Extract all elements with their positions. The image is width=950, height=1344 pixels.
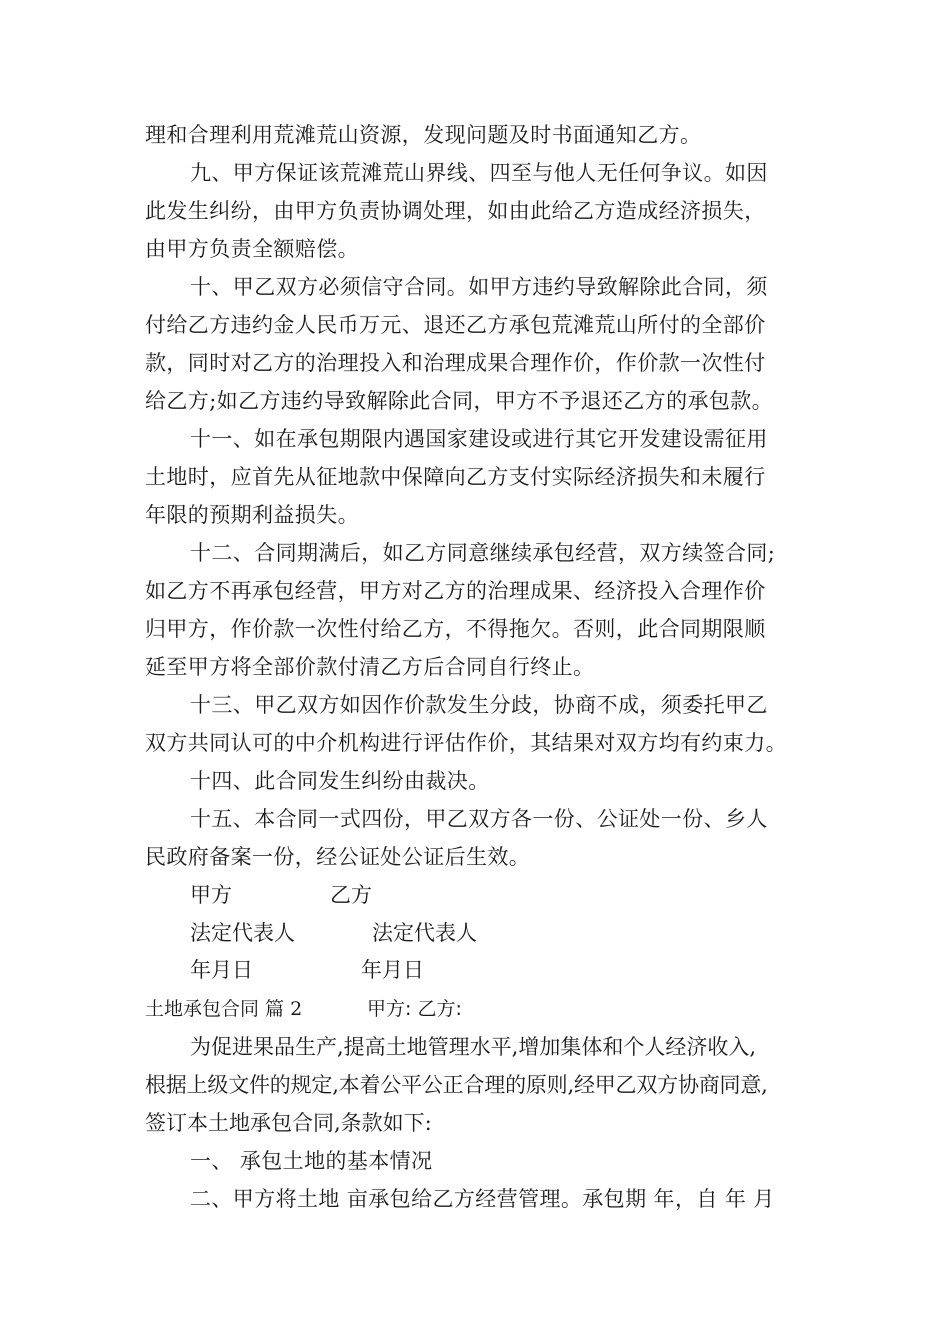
text-line: 民政府备案一份，经公证处公证后生效。: [145, 845, 531, 869]
text-line: 年限的预期利益损失。: [145, 503, 359, 527]
text-line: 付给乙方违约金人民币万元、退还乙方承包荒滩荒山所付的全部价: [145, 313, 766, 337]
text-line: 双方共同认可的中介机构进行评估作价，其结果对双方均有约束力。: [145, 731, 787, 755]
intro-line: 根据上级文件的规定,本着公平公正合理的原则,经甲乙双方协商同意,: [145, 1073, 768, 1097]
text-line: 理和合理利用荒滩荒山资源，发现问题及时书面通知乙方。: [145, 123, 702, 147]
clause-13-line: 十三、甲乙双方如因作价款发生分歧，协商不成，须委托甲乙: [190, 693, 768, 717]
text-line: 归甲方，作价款一次性付给乙方，不得拖欠。否则，此合同期限顺: [145, 617, 766, 641]
intro-line: 为促进果品生产,提高土地管理水平,增加集体和个人经济收入,: [190, 1035, 757, 1059]
clause-12-line: 十二、合同期满后，如乙方同意继续承包经营，双方续签合同;: [190, 541, 776, 565]
clause-9-line: 九、甲方保证该荒滩荒山界线、四至与他人无任何争议。如因: [190, 161, 768, 185]
text-line: 此发生纠纷，由甲方负责协调处理，如由此给乙方造成经济损失，: [145, 199, 766, 223]
date-b-label: 年月日: [361, 958, 424, 982]
clause-14-line: 十四、此合同发生纠纷由裁决。: [190, 769, 490, 793]
text-line: 延至甲方将全部价款付清乙方后合同自行终止。: [145, 655, 595, 679]
rep-a-label: 法定代表人: [190, 921, 295, 945]
clause-10-line: 十、甲乙双方必须信守合同。如甲方违约导致解除此合同，须: [190, 275, 768, 299]
intro-line: 签订本土地承包合同,条款如下:: [145, 1111, 432, 1135]
item-1-line: 一、 承包土地的基本情况: [190, 1149, 433, 1173]
text-line: 如乙方不再承包经营，甲方对乙方的治理成果、经济投入合理作价: [145, 579, 766, 603]
party-a-label: 甲方: [190, 883, 232, 907]
text-line: 款，同时对乙方的治理投入和治理成果合理作价，作价款一次性付: [145, 351, 766, 375]
section-2-title: 土地承包合同 篇 2: [145, 998, 303, 1020]
rep-b-label: 法定代表人: [372, 921, 477, 945]
text-line: 土地时，应首先从征地款中保障向乙方支付实际经济损失和未履行: [145, 465, 766, 489]
clause-11-line: 十一、如在承包期限内遇国家建设或进行其它开发建设需征用: [190, 427, 768, 451]
item-2-line: 二、甲方将土地 亩承包给乙方经营管理。承包期 年，自 年 月: [190, 1187, 775, 1211]
clause-15-line: 十五、本合同一式四份，甲乙双方各一份、公证处一份、乡人: [190, 807, 768, 831]
date-a-label: 年月日: [190, 958, 253, 982]
party-b-label: 乙方: [330, 883, 372, 907]
text-line: 由甲方负责全额赔偿。: [145, 237, 359, 261]
text-line: 给乙方;如乙方违约导致解除此合同，甲方不予退还乙方的承包款。: [145, 389, 774, 413]
section-2-parties: 甲方: 乙方:: [367, 998, 462, 1020]
